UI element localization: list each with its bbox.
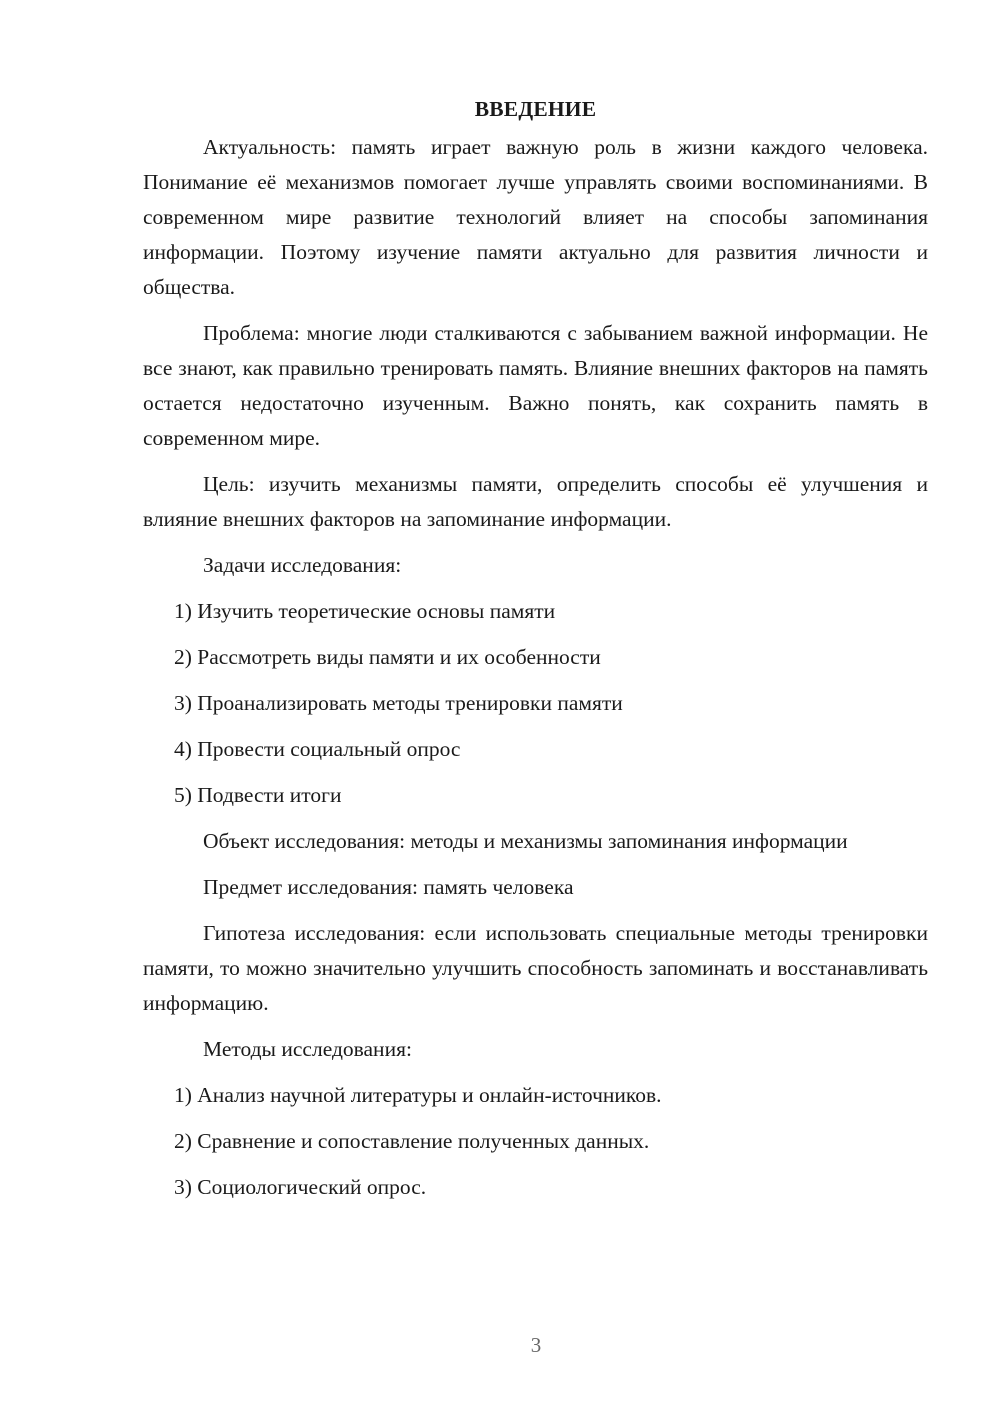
tasks-list <box>143 594 928 813</box>
relevance-paragraph: Актуальность: память играет важную роль в жизни каждого человека. Понимание её механизмов помогает лучше управлять своими воспоминаниями. В современном мире развитие технологий влияет на способы запоминания информации. Поэтому изучение памяти актуально для развития личности и общества. <box>143 135 928 299</box>
methods-heading: Методы исследования: <box>203 1037 412 1061</box>
list-item: 3) Социологический опрос. <box>174 1175 427 1199</box>
list-item: 1) Изучить теоретические основы памяти <box>174 599 556 623</box>
list-item: 1) Анализ научной литературы и онлайн-источников. <box>174 1083 662 1107</box>
goal-paragraph: Цель: изучить механизмы памяти, определить способы её улучшения и влияние внешних факторов на запоминание информации. <box>143 472 928 531</box>
methods-list <box>143 1078 928 1205</box>
list-item: 3) Проанализировать методы тренировки памяти <box>174 691 623 715</box>
object-paragraph: Объект исследования: методы и механизмы запоминания информации <box>203 829 848 853</box>
tasks-heading: Задачи исследования: <box>203 553 402 577</box>
document-page <box>143 92 928 1216</box>
problem-paragraph: Проблема: многие люди сталкиваются с забыванием важной информации. Не все знают, как правильно тренировать память. Влияние внешних факторов на память остается недостаточно изученным. Важно понять, как сохранить память в современном мире. <box>143 321 928 450</box>
list-item: 5) Подвести итоги <box>174 783 342 807</box>
section-title: ВВЕДЕНИЕ <box>474 97 597 121</box>
hypothesis-paragraph: Гипотеза исследования: если использовать специальные методы тренировки памяти, то можно значительно улучшить способность запоминать и восстанавливать информацию. <box>143 921 928 1015</box>
list-item: 2) Рассмотреть виды памяти и их особенности <box>174 645 601 669</box>
list-item: 2) Сравнение и сопоставление полученных данных. <box>174 1129 650 1153</box>
page-number: 3 <box>530 1333 542 1357</box>
list-item: 4) Провести социальный опрос <box>174 737 461 761</box>
subject-paragraph: Предмет исследования: память человека <box>203 875 574 899</box>
